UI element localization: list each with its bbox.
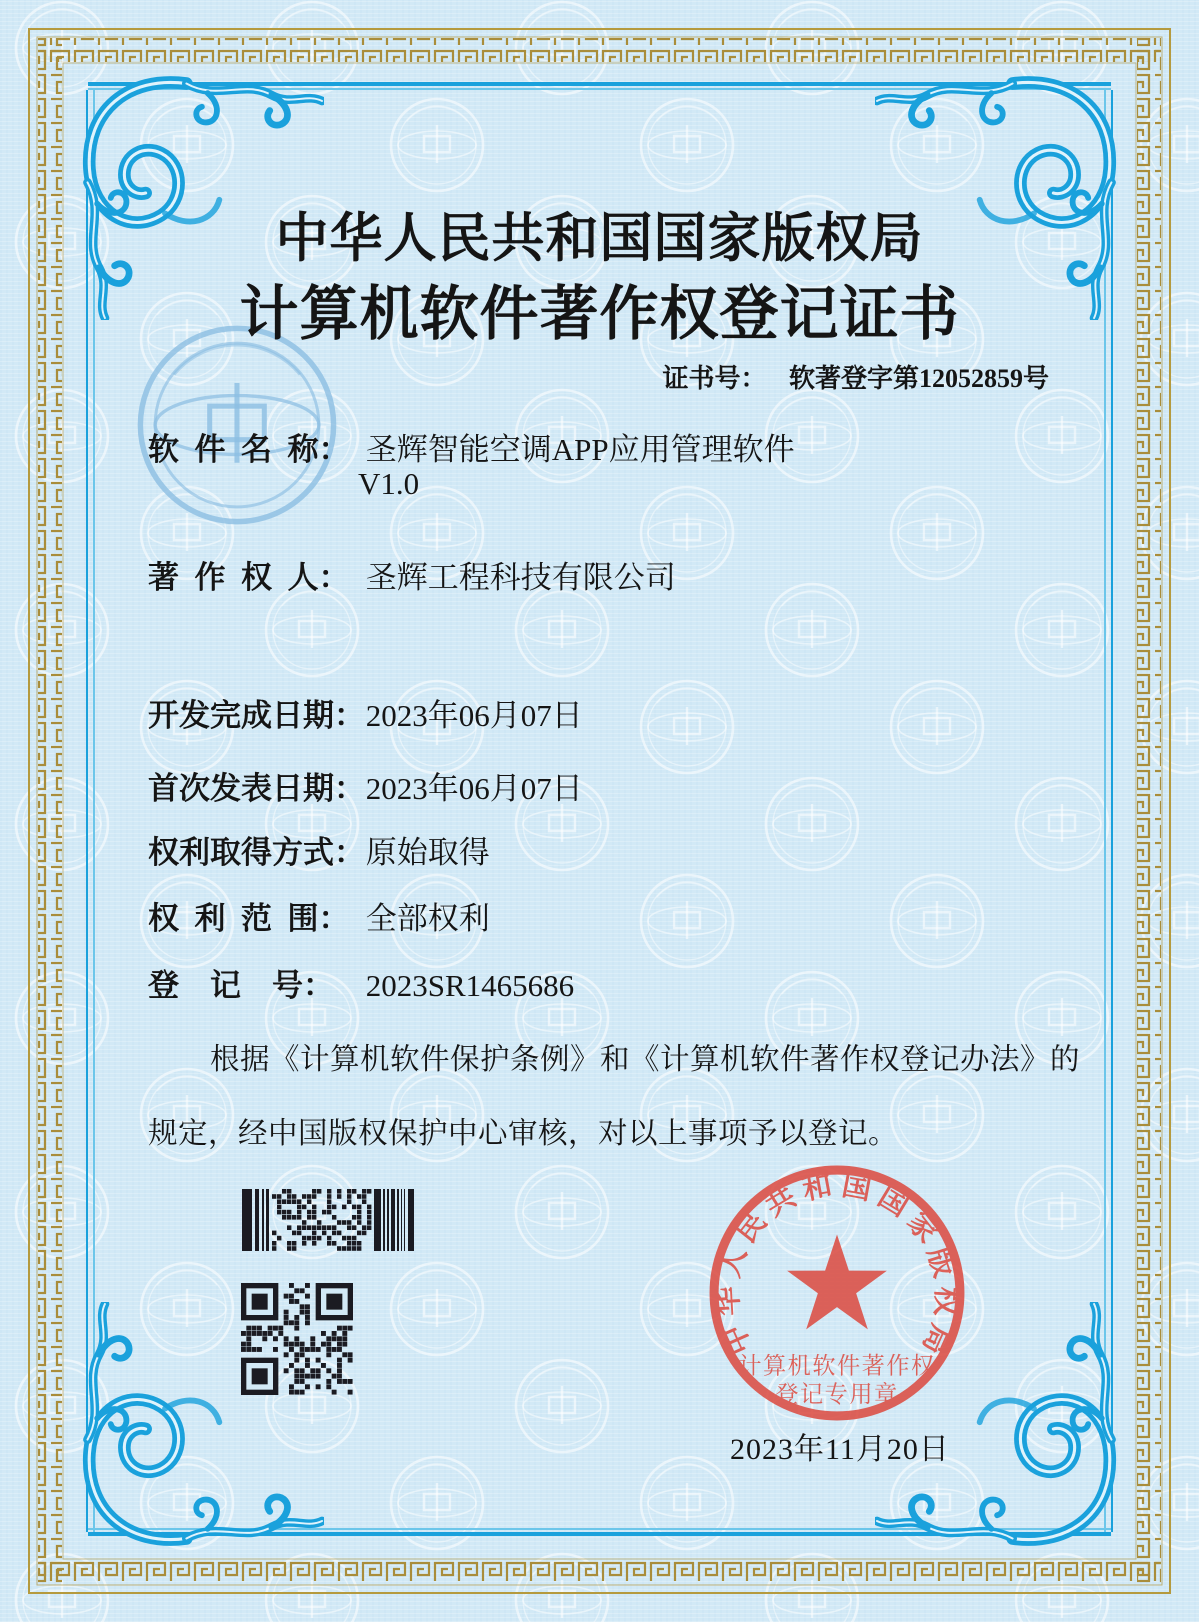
certificate-number — [662, 358, 1049, 395]
field-label: 著 作 权 人： — [148, 560, 350, 595]
field-value: 全部权利 — [365, 901, 490, 936]
field-value: 2023SR1465686 — [365, 968, 575, 1003]
field-label: 软 件 名 称： — [148, 432, 350, 467]
seal-line-2: 登记专用章 — [775, 1381, 899, 1408]
field-row-registration-number — [148, 960, 574, 1005]
statement-line-2: 规定，经中国版权保护中心审核，对以上事项予以登记。 — [148, 1118, 899, 1150]
certificate-number-label: 证书号： — [662, 364, 767, 393]
field-value: 2023年06月07日 — [365, 771, 583, 806]
field-label: 登 记 号： — [148, 968, 334, 1003]
field-row-right-acquisition — [148, 827, 490, 872]
qr-code — [241, 1283, 353, 1395]
issuer-title: 中华人民共和国国家版权局 — [275, 210, 924, 268]
svg-text:共: 共 — [760, 1180, 802, 1224]
field-row-dev-complete-date — [148, 690, 583, 735]
svg-text:局: 局 — [915, 1319, 957, 1360]
certificate-title: 计算机软件著作权登记证书 — [239, 281, 960, 347]
certificate-number-value: 软著登字第12052859号 — [788, 364, 1049, 393]
seal-line-1: 计算机软件著作权 — [738, 1353, 936, 1380]
svg-text:家: 家 — [900, 1206, 945, 1250]
star-icon — [787, 1235, 887, 1330]
barcode — [242, 1189, 414, 1251]
field-label: 权利取得方式： — [148, 835, 365, 870]
svg-text:人: 人 — [713, 1243, 753, 1282]
svg-text:中: 中 — [717, 1319, 759, 1360]
official-seal — [704, 1160, 970, 1426]
field-row-first-publish-date — [148, 763, 583, 808]
svg-text:民: 民 — [729, 1206, 774, 1250]
field-value: 圣辉工程科技有限公司 — [365, 560, 676, 595]
svg-text:版: 版 — [921, 1243, 961, 1282]
field-row-copyright-holder — [148, 552, 676, 597]
field-value-line2: V1.0 — [358, 466, 420, 501]
field-label: 首次发表日期： — [148, 771, 365, 806]
issue-date: 2023年11月20日 — [730, 1433, 950, 1466]
statement-line-1: 根据《计算机软件保护条例》和《计算机软件著作权登记办法》的 — [210, 1044, 1081, 1076]
svg-text:和: 和 — [800, 1169, 835, 1207]
field-label: 权 利 范 围： — [148, 901, 350, 936]
field-label: 开发完成日期： — [148, 698, 365, 733]
field-row-software-name — [148, 424, 795, 469]
svg-text:国: 国 — [839, 1169, 874, 1207]
field-value: 2023年06月07日 — [365, 698, 583, 733]
field-value: 原始取得 — [365, 835, 490, 870]
svg-text:国: 国 — [872, 1180, 914, 1224]
field-row-right-scope — [148, 893, 490, 938]
svg-text:华: 华 — [711, 1285, 746, 1317]
field-value: 圣辉智能空调APP应用管理软件 — [365, 432, 795, 467]
svg-text:权: 权 — [928, 1285, 963, 1317]
